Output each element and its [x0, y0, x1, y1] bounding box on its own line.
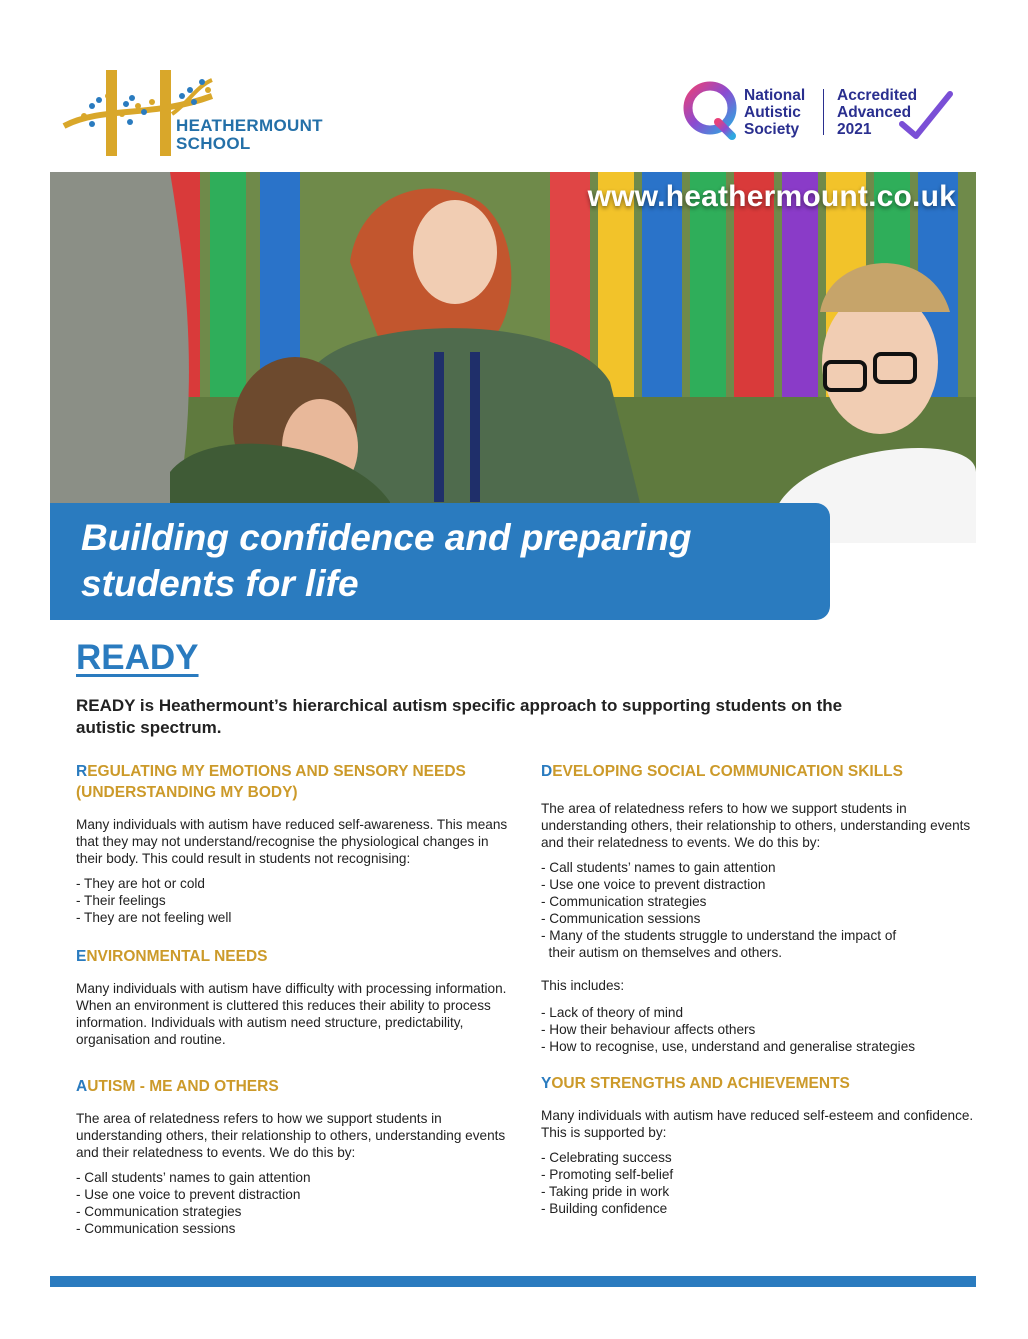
heading-rest: NVIRONMENTAL NEEDS — [86, 948, 268, 965]
bullet-list — [541, 1149, 981, 1217]
intro-text: READY is Heathermount’s hierarchical autism specific approach to supporting students on the autistic spectrum. — [76, 696, 843, 737]
list-item: - Promoting self-belief — [541, 1167, 674, 1182]
footer-bar — [50, 1276, 976, 1287]
headline-title: Building confidence and preparing students for life — [81, 517, 692, 604]
acc-line1: Accredited — [837, 87, 918, 104]
heading-initial: R — [76, 763, 88, 780]
bullet-list — [541, 859, 981, 961]
accreditation-text — [837, 87, 917, 138]
list-item: - Use one voice to prevent distraction — [541, 877, 766, 892]
heading-initial: D — [541, 763, 553, 780]
list-item: - Call students’ names to gain attention — [76, 1170, 311, 1185]
heading-rest: EVELOPING SOCIAL COMMUNICATION SKILLS — [552, 763, 903, 780]
nas-divider — [823, 89, 824, 135]
section-heading-strengths — [541, 1073, 981, 1094]
nas-line1: National — [744, 87, 806, 104]
acc-line3: 2021 — [837, 121, 872, 138]
heading-rest: EGULATING MY EMOTIONS AND SENSORY NEEDS (UNDERSTANDING MY BODY) — [76, 763, 466, 801]
bullet-list — [541, 1004, 981, 1055]
list-item: - Use one voice to prevent distraction — [76, 1187, 301, 1202]
section-heading-regulating — [76, 761, 516, 803]
list-item: - Celebrating success — [541, 1150, 672, 1165]
left-column — [76, 761, 516, 1251]
section-paragraph: The area of relatedness refers to how we support students in understanding others, their relationship to others, understanding events and their relatedness to events. We do this by: — [76, 1111, 506, 1160]
section-paragraph: The area of relatedness refers to how we support students in understanding others, their relationship to others, understanding events and their relatedness to events. We do this by: — [541, 801, 971, 850]
list-item: - Communication strategies — [541, 894, 707, 909]
bullet-list — [76, 875, 516, 926]
nas-name — [744, 87, 805, 138]
nas-line2: Autistic — [744, 104, 801, 121]
website-url: www.heathermount.co.uk — [587, 180, 956, 213]
bullet-list — [76, 1169, 516, 1237]
section-paragraph: Many individuals with autism have reduced self-awareness. This means that they may not understand/recognise the physiological changes in their body. This could result in students not recognising: — [76, 817, 508, 866]
hero-photo — [50, 172, 976, 543]
heading-initial: Y — [541, 1075, 552, 1092]
headline-banner — [50, 503, 830, 620]
list-item: - Communication strategies — [76, 1204, 242, 1219]
list-item: - Many of the students struggle to understand the impact of — [541, 928, 897, 943]
section-heading-autism — [76, 1076, 516, 1097]
list-item: - They are hot or cold — [76, 876, 205, 891]
school-name-line2: SCHOOL — [176, 134, 251, 153]
school-name — [176, 117, 323, 153]
list-item: - Communication sessions — [76, 1221, 236, 1236]
school-name-line1: HEATHERMOUNT — [176, 116, 323, 135]
list-item: their autism on themselves and others. — [541, 945, 783, 960]
list-item: - Communication sessions — [541, 911, 701, 926]
section-paragraph: Many individuals with autism have reduced self-esteem and confidence. This is supported by: — [541, 1108, 974, 1140]
nas-logo-icon — [680, 78, 970, 144]
heading-rest: OUR STRENGTHS AND ACHIEVEMENTS — [551, 1075, 850, 1092]
list-item: - Lack of theory of mind — [541, 1005, 684, 1020]
acc-line2: Advanced — [837, 104, 912, 121]
list-item: - Call students’ names to gain attention — [541, 860, 776, 875]
section-heading-developing — [541, 761, 981, 782]
hero-illustration — [50, 172, 976, 543]
list-item: - How their behaviour affects others — [541, 1022, 756, 1037]
page-title: READY — [76, 638, 199, 677]
list-item: - They are not feeling well — [76, 910, 232, 925]
list-item: - Their feelings — [76, 893, 166, 908]
section-paragraph: Many individuals with autism have difficulty with processing information. When an environment is cluttered this reduces their ability to process information. Individuals with autism need structure, predictability, organisation and routine. — [76, 981, 507, 1047]
list-item: - Building confidence — [541, 1201, 668, 1216]
section-heading-environmental — [76, 946, 516, 967]
right-column — [541, 761, 981, 1231]
includes-label: This includes: — [541, 978, 625, 993]
nas-line3: Society — [744, 121, 800, 138]
list-item: - Taking pride in work — [541, 1184, 670, 1199]
heading-rest: UTISM - ME AND OTHERS — [87, 1078, 279, 1095]
heading-initial: A — [76, 1078, 88, 1095]
heading-initial: E — [76, 948, 87, 965]
list-item: - How to recognise, use, understand and generalise strategies — [541, 1039, 916, 1054]
